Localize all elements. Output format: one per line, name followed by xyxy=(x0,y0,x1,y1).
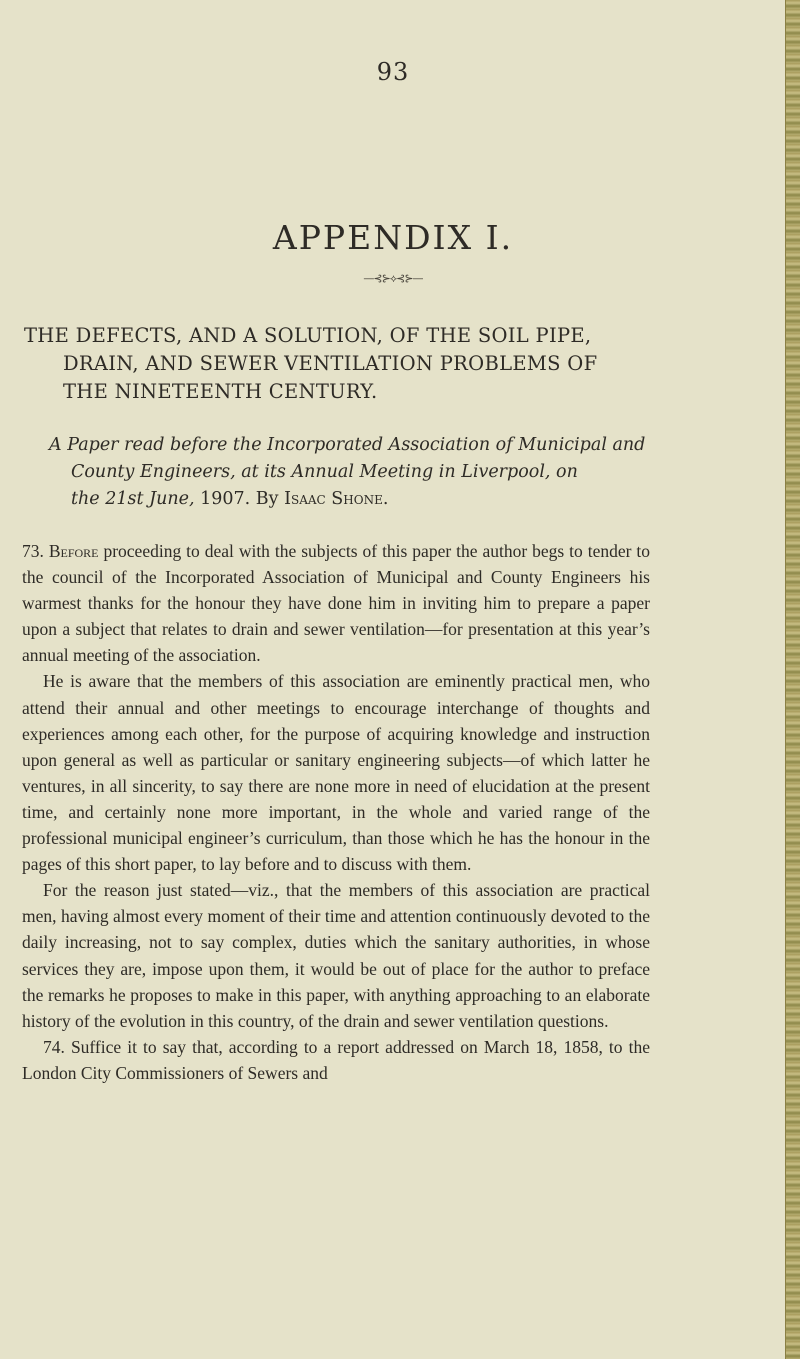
paragraph: He is aware that the members of this association are eminently practical men, who attend their annual and other meetings to encourage interchange of thoughts and experiences among each other, for the purpose of acquiring knowledge and instruction upon general as well as particular or sanitary engineering subjects—of which latter he ventures, in all sincerity, to say there are none more in need of elucidation at the present time, and certainly none more important, in the whole and varied range of the professional municipal engineer’s curriculum, than those which he has the honour in the pages of this short paper, to lay before and to discuss with them. xyxy=(22,671,650,875)
page-number: 93 xyxy=(376,58,410,86)
subtitle-line-3-wrap xyxy=(49,486,649,513)
subtitle-line-2-wrap xyxy=(49,459,649,486)
title-line-1: THE DEFECTS, AND A SOLUTION, OF THE SOIL PIPE, xyxy=(24,324,592,347)
paragraph-74: 74. Suffice it to say that, according to a report addressed on March 18, 1858, to the London City Commissioners of Sewers and xyxy=(22,1036,650,1083)
appendix-heading: APPENDIX I. xyxy=(272,218,514,257)
subtitle-line-2: County Engineers, at its Annual Meeting in Liverpool, on xyxy=(71,462,578,482)
section-number: 73. xyxy=(22,541,49,561)
body-text xyxy=(22,538,650,1086)
paragraph-text: proceeding to deal with the subjects of this paper the author begs to tender to the council of the Incorporated Association of Municipal and County Engineers his warmest thanks for the honour they have done him in inviting him to prepare a paper upon a subject that relates to drain and sewer ventilation—for presentation at this year’s annual meeting of the association. xyxy=(22,541,650,666)
paragraph-73 xyxy=(22,538,650,668)
lead-word: Before xyxy=(48,541,99,561)
paragraph: For the reason just stated—viz., that the members of this association are practical men, having almost every moment of their time and attention continuously devoted to the daily increasing, not to say complex, duties which the sanitary authorities, in whose services they are, impose upon them, it would be out of place for the author to preface the remarks he proposes to make in this paper, with anything approaching to an elaborate history of the evolution in this country, of the drain and sewer ventilation questions. xyxy=(22,880,650,1031)
page-edge xyxy=(785,0,800,1359)
subtitle-year: 1907. By xyxy=(194,489,285,509)
subtitle-line-1: A Paper read before the Incorporated Association of Municipal and xyxy=(49,435,646,455)
subtitle-date: the 21st June, xyxy=(71,489,195,509)
paper-subtitle xyxy=(49,432,649,513)
author-name: Isaac Shone. xyxy=(284,489,389,509)
paper-title xyxy=(24,322,664,406)
decorative-ornament: —⊰⊱⟡⊰⊱— xyxy=(363,272,423,285)
title-line-3: THE NINETEENTH CENTURY. xyxy=(63,380,378,403)
title-line-2: DRAIN, AND SEWER VENTILATION PROBLEMS OF xyxy=(63,352,598,375)
